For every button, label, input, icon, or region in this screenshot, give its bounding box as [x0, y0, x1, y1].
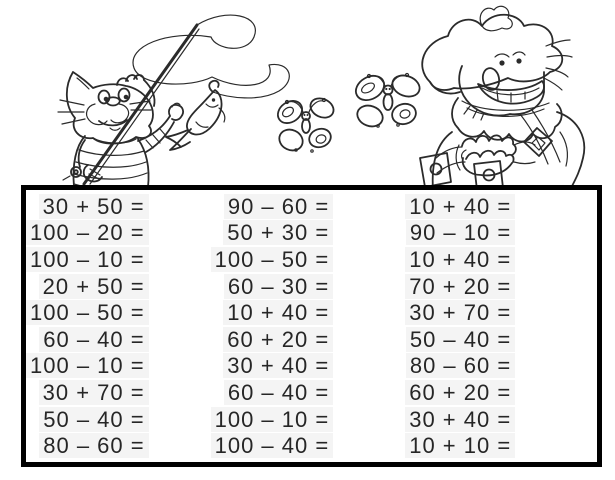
math-problem: 50 + 30 = [223, 220, 333, 245]
math-problem: 50 – 40 = [39, 407, 148, 432]
math-problem: 80 – 60 = [39, 433, 148, 458]
math-problem: 60 + 20 = [223, 327, 333, 352]
math-problem-row [26, 220, 149, 247]
header-illustrations [0, 0, 615, 192]
math-problem: 10 + 40 = [223, 300, 333, 325]
scarecrow-body [433, 110, 585, 190]
math-problem-row [211, 326, 334, 353]
fishing-reel-icon [63, 167, 81, 180]
cat-fishing-illustration [58, 15, 289, 189]
math-problem-row [211, 353, 334, 380]
math-problem-row [211, 273, 334, 300]
math-problem: 60 – 40 = [39, 327, 148, 352]
math-problem-row [211, 193, 334, 220]
math-problem-row [405, 432, 515, 459]
math-problem-row [405, 406, 515, 433]
problems-column-2 [211, 190, 406, 462]
math-problem: 100 – 10 = [26, 353, 149, 378]
math-problem-row [26, 299, 149, 326]
problems-column-1 [26, 190, 211, 462]
math-problem: 30 + 40 = [405, 407, 515, 432]
math-problem: 10 + 10 = [405, 433, 515, 458]
butterfly-large-illustration [352, 71, 423, 130]
math-problem-row [26, 326, 149, 353]
fishing-line-icon [133, 15, 289, 98]
math-problem: 90 – 60 = [224, 194, 333, 219]
math-problem: 50 – 40 = [406, 327, 515, 352]
butterfly-small-illustration [274, 95, 337, 154]
math-problem-row [211, 246, 334, 273]
math-problem-row [26, 432, 149, 459]
math-problem: 60 + 20 = [405, 380, 515, 405]
math-problem-row [26, 193, 149, 220]
math-problem-row [405, 353, 515, 380]
math-problem: 30 + 70 = [405, 300, 515, 325]
problems-column-3 [405, 190, 597, 462]
math-problem-row [405, 299, 515, 326]
math-problem-row [405, 193, 515, 220]
math-problem-row [26, 353, 149, 380]
math-problem-row [211, 406, 334, 433]
math-problem-row [211, 379, 334, 406]
math-problem: 100 – 20 = [26, 220, 149, 245]
math-problem-row [405, 246, 515, 273]
math-problem-row [211, 432, 334, 459]
math-problem: 30 + 50 = [39, 194, 149, 219]
math-problem: 100 – 50 = [211, 247, 334, 272]
math-problem-row [405, 220, 515, 247]
math-problem: 100 – 50 = [26, 300, 149, 325]
scarecrow-illustration [420, 6, 584, 190]
math-problem: 100 – 10 = [211, 407, 334, 432]
math-problem: 30 + 40 = [223, 353, 333, 378]
math-problem-row [26, 406, 149, 433]
math-problem-row [26, 273, 149, 300]
math-problem-row [211, 299, 334, 326]
math-problem: 100 – 40 = [211, 433, 334, 458]
math-problem: 90 – 10 = [406, 220, 515, 245]
fish-icon [166, 81, 225, 150]
math-problem-row [405, 379, 515, 406]
math-problem: 10 + 40 = [405, 247, 515, 272]
problems-table [21, 185, 602, 467]
math-problem-row [26, 379, 149, 406]
math-problem-row [405, 273, 515, 300]
math-problem: 20 + 50 = [39, 274, 149, 299]
math-problem: 100 – 10 = [26, 247, 149, 272]
math-problem: 60 – 40 = [224, 380, 333, 405]
math-problem: 60 – 30 = [224, 274, 333, 299]
math-problem-row [211, 220, 334, 247]
math-problem: 10 + 40 = [405, 194, 515, 219]
cat-head [58, 72, 155, 144]
math-problem-row [405, 326, 515, 353]
math-problem: 30 + 70 = [39, 380, 149, 405]
math-problem: 70 + 20 = [405, 274, 515, 299]
math-problem-row [26, 246, 149, 273]
math-problem: 80 – 60 = [406, 353, 515, 378]
